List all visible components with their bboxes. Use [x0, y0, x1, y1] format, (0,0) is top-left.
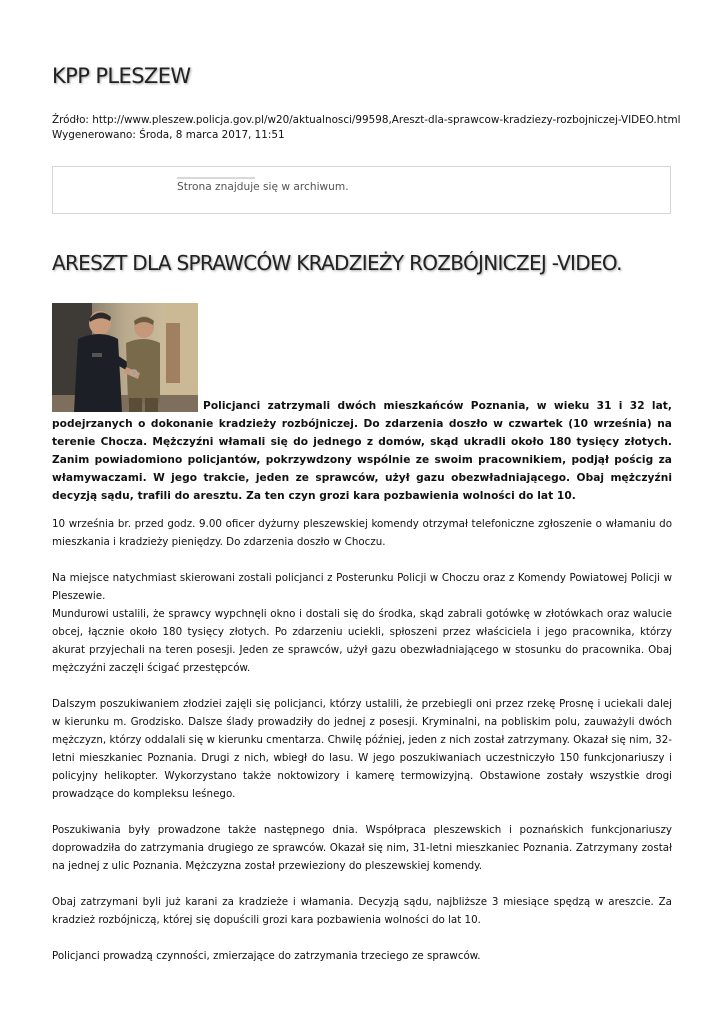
- article-paragraph: Obaj zatrzymani byli już karani za kradzieże i włamania. Decyzją sądu, najbliższe 3 miesiące spędzą w areszcie. Za kradzież rozbójniczą, której się dopuścili grozi kara pozbawienia wolności do lat 10.: [52, 896, 672, 926]
- article-body: [52, 515, 672, 983]
- article-paragraph: Poszukiwania były prowadzone także następnego dnia. Współpraca pleszewskich i poznańskich funkcjonariuszy doprowadziła do zatrzymania drugiego ze sprawców. Okazał się nim, 31-letni mieszkaniec Poznania. Zatrzymany został na jednej z ulic Poznania. Mężczyzna został przewieziony do pleszewskiej komendy.: [52, 824, 672, 872]
- article-paragraph: [52, 569, 672, 605]
- article-title: ARESZT DLA SPRAWCÓW KRADZIEŻY ROZBÓJNICZEJ -VIDEO.: [52, 251, 622, 275]
- article-photo: [52, 303, 198, 412]
- archive-notice: Strona znajduje się w archiwum.: [177, 181, 349, 193]
- article-paragraph-line: Na miejsce natychmiast skierowani zostali policjanci z Posterunku Policji w Choczu oraz z Komendy Powiatowej Policji w Pleszewie.: [52, 572, 672, 602]
- article-paragraph: 10 września br. przed godz. 9.00 oficer dyżurny pleszewskiej komendy otrzymał telefoniczne zgłoszenie o włamaniu do mieszkania i kradzieży pieniędzy. Do zdarzenia doszło w Choczu.: [52, 518, 672, 548]
- generated-date: Wygenerowano: Środa, 8 marca 2017, 11:51: [52, 129, 285, 141]
- article-lead: Policjanci zatrzymali dwóch mieszkańców Poznania, w wieku 31 i 32 lat, podejrzanych o dokonanie kradzieży rozbójniczej. Do zdarzenia doszło w czwartek (10 września) na terenie Chocza. Mężczyźni włamali się do jednego z domów, skąd ukradli około 180 tysięcy złotych. Zanim powiadomiono policjantów, pokrzywdzony wspólnie ze swoim pracownikiem, podjął pościg za włamywaczami. W jego trakcie, jeden ze sprawców, użył gazu obezwładniającego. Obaj mężczyźni decyzją sądu, trafili do aresztu. Za ten czyn grozi kara pozbawienia wolności do lat 10.: [52, 400, 672, 502]
- archive-notice-box: [52, 166, 671, 214]
- document-meta: [52, 113, 680, 143]
- source-url: Źródło: http://www.pleszew.policja.gov.pl/w20/aktualnosci/99598,Areszt-dla-sprawcow-kradziezy-rozbojniczej-VIDEO.html: [52, 114, 681, 126]
- site-title: KPP PLESZEW: [52, 64, 191, 88]
- article-paragraph: Policjanci prowadzą czynności, zmierzające do zatrzymania trzeciego ze sprawców.: [52, 950, 481, 962]
- article-paragraph: Mundurowi ustalili, że sprawcy wypchnęli okno i dostali się do środka, skąd zabrali gotówkę w złotówkach oraz walucie obcej, łącznie około 180 tysięcy złotych. Po zdarzeniu uciekli, spłoszeni przez właściciela i jego pracownika, którzy akurat przyjechali na teren posesji. Jeden ze sprawców, użył gazu obezwładniającego w stosunku do pracownika. Obaj mężczyźni zaczęli ścigać przestępców.: [52, 608, 672, 674]
- article-paragraph: Dalszym poszukiwaniem złodziei zajęli się policjanci, którzy ustalili, że przebiegli oni przez rzekę Prosnę i uciekali dalej w kierunku m. Grodzisko. Dalsze ślady prowadziły do jednej z posesji. Kryminalni, na pobliskim polu, zauważyli dwóch mężczyzn, którzy oddalali się w kierunku cmentarza. Chwilę później, jeden z nich został zatrzymany. Okazał się nim, 32-letni mieszkaniec Poznania. Drugi z nich, wbiegł do lasu. W jego poszukiwaniach uczestniczyło 150 funkcjonariuszy i policyjny helikopter. Wykorzystano także noktowizory i kamerę termowizyjną. Obstawione zostały wszystkie drogi prowadzące do kompleksu leśnego.: [52, 698, 672, 800]
- archive-divider: [177, 177, 255, 179]
